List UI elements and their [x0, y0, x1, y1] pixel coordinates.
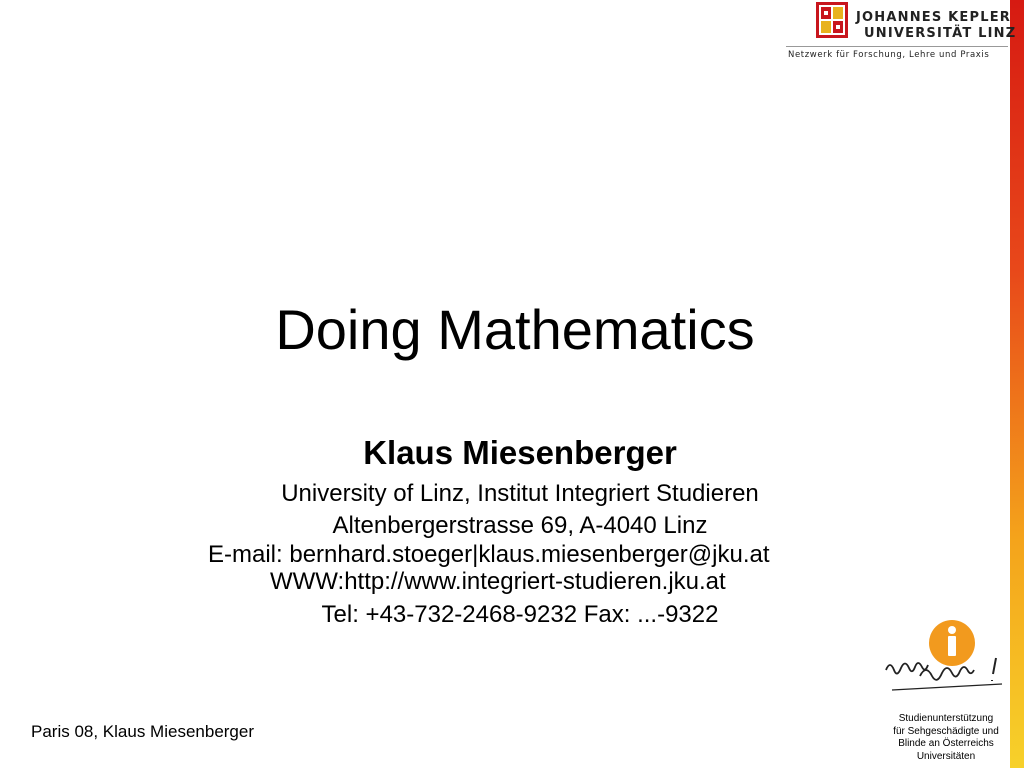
author-name: Klaus Miesenberger — [363, 434, 677, 471]
edge-gradient-bar — [1010, 0, 1024, 768]
email: E-mail: bernhard.stoeger|klaus.miesenberger@jku.at — [208, 541, 770, 568]
jku-logo — [786, 2, 1017, 64]
slide-title: Doing Mathematics — [275, 298, 755, 361]
jku-divider — [786, 46, 1008, 47]
jku-tagline: Netzwerk für Forschung, Lehre und Praxis — [788, 50, 990, 60]
caption-line-2: für Sehgeschädigte und — [893, 725, 999, 737]
university-crest-icon — [816, 2, 848, 38]
caption-line-1: Studienunterstützung — [898, 713, 994, 724]
jku-name-line2: UNIVERSITÄT LINZ — [864, 26, 1017, 41]
caption-line-4: Universitäten — [916, 750, 976, 762]
address: Altenbergerstrasse 69, A-4040 Linz — [332, 512, 708, 539]
jku-name-line1: JOHANNES KEPLER — [856, 10, 1012, 25]
phone-fax: Tel: +43-732-2468-9232 Fax: ...-9322 — [321, 601, 719, 628]
affiliation: University of Linz, Institut Integriert Studieren — [281, 480, 759, 507]
website: WWW:http://www.integriert-studieren.jku.at — [270, 568, 726, 595]
footer-text: Paris 08, Klaus Miesenberger — [31, 722, 255, 741]
caption-line-3: Blinde an Österreichs — [898, 738, 994, 749]
integriert-caption — [884, 713, 1008, 763]
